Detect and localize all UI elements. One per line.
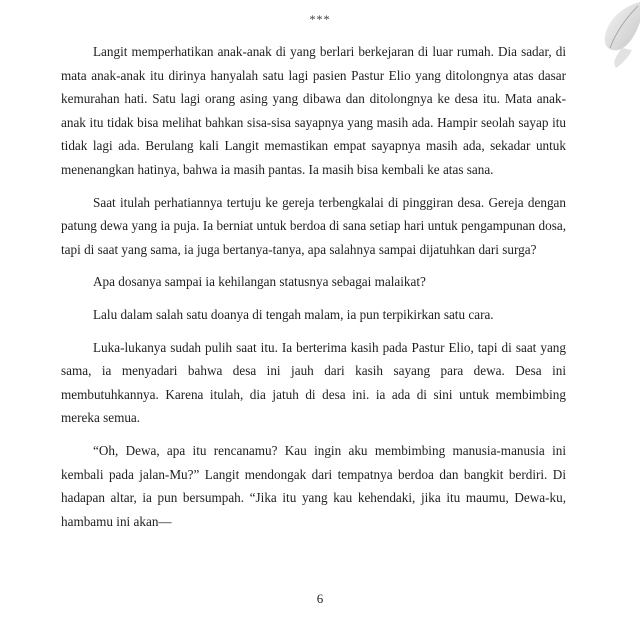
paragraph: “Oh, Dewa, apa itu rencanamu? Kau ingin aku membimbing manusia-manusia ini kembali pada jalan-Mu?” Langit mendongak dari tempatnya berdoa dan bangkit berdiri. Di hadapan altar, ia pun bersumpah. “Jika itu yang kau kehendaki, jika itu maumu, Dewa-ku, hambamu ini akan— [61,442,566,529]
paragraph: Saat itulah perhatiannya tertuju ke gereja terbengkalai di pinggiran desa. Gereja dengan patung dewa yang ia puja. Ia berniat untuk berdoa di sana setiap hari untuk pengampunan dosa, tapi di saat yang sama, ia juga bertanya-tanya, apa salahnya sampai dijatuhkan dari surga? [61,194,566,257]
body-text [61,40,566,542]
page-number: 6 [316,591,324,606]
paragraph: Luka-lukanya sudah pulih saat itu. Ia berterima kasih pada Pastur Elio, tapi di saat yang sama, ia menyadari bahwa desa ini jauh dari kasih sayang para dewa. Desa ini membutuhkannya. Karena itulah, dia jatuh di desa ini. ia ada di sini untuk membimbing mereka semua. [61,339,566,426]
feather-icon [572,0,640,70]
paragraph: Apa dosanya sampai ia kehilangan statusnya sebagai malaikat? [93,274,426,290]
scene-separator: *** [309,12,331,26]
paragraph: Langit memperhatikan anak-anak di yang berlari berkejaran di luar rumah. Dia sadar, di mata anak-anak itu dirinya hanyalah satu lagi pasien Pastur Elio yang ditolongnya atas dasar kemurahan hati. Satu lagi orang asing yang dibawa dan ditolongnya ke desa itu. Mata anak-anak itu tidak bisa melihat bahkan sisa-sisa sayapnya yang masih ada. Hampir seolah sayap itu tidak lagi ada. Berulang kali Langit memastikan empat sayapnya masih ada, sekadar untuk menenangkan hatinya, bahwa ia masih pantas. Ia masih bisa kembali ke atas sana. [61,44,566,177]
paragraph: Lalu dalam salah satu doanya di tengah malam, ia pun terpikirkan satu cara. [93,306,494,322]
